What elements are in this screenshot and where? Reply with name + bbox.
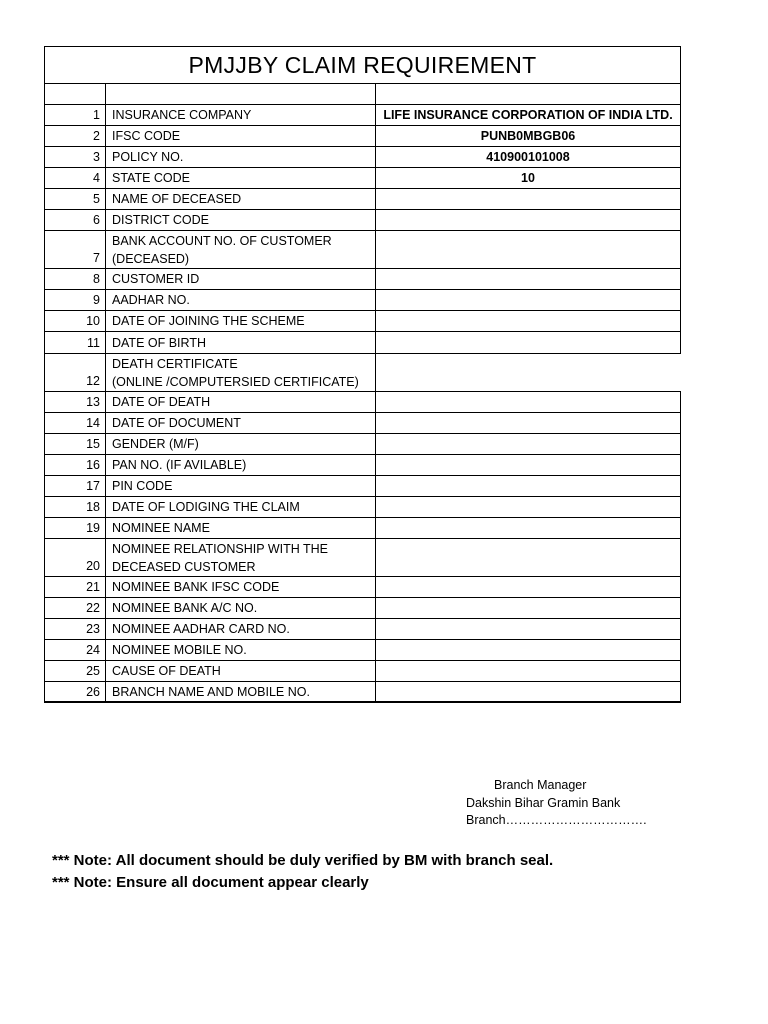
form-row: [44, 517, 681, 538]
row-value[interactable]: [375, 209, 681, 230]
form-row: [44, 660, 681, 681]
row-value[interactable]: [375, 353, 681, 391]
blank-num-cell: [44, 83, 105, 104]
row-number: 16: [44, 454, 105, 475]
row-label: NOMINEE MOBILE NO.: [105, 639, 375, 660]
form-row: [44, 454, 681, 475]
blank-header-row: [44, 83, 681, 104]
row-label-line: (DECEASED): [112, 251, 190, 266]
signature-block: [466, 777, 647, 830]
row-label: [105, 353, 375, 391]
row-value[interactable]: [375, 475, 681, 496]
row-number: 5: [44, 188, 105, 209]
row-value[interactable]: [375, 412, 681, 433]
form-row: [44, 289, 681, 310]
form-row: [44, 353, 681, 391]
row-label: NOMINEE BANK IFSC CODE: [105, 576, 375, 597]
row-number: 2: [44, 125, 105, 146]
row-label: NOMINEE NAME: [105, 517, 375, 538]
row-label: CAUSE OF DEATH: [105, 660, 375, 681]
row-value[interactable]: 10: [375, 167, 681, 188]
signature-role: Branch Manager: [494, 778, 587, 792]
row-label: AADHAR NO.: [105, 289, 375, 310]
row-number: 18: [44, 496, 105, 517]
row-label: DATE OF JOINING THE SCHEME: [105, 310, 375, 331]
row-label-line: DEATH CERTIFICATE: [112, 356, 238, 371]
claim-form-table: [44, 46, 681, 703]
row-label: PIN CODE: [105, 475, 375, 496]
row-number: 12: [44, 353, 105, 391]
row-label-line: (ONLINE /COMPUTERSIED CERTIFICATE): [112, 374, 359, 389]
row-label: [105, 230, 375, 268]
row-label: POLICY NO.: [105, 146, 375, 167]
row-label: GENDER (M/F): [105, 433, 375, 454]
form-row: [44, 104, 681, 125]
form-row: [44, 576, 681, 597]
form-row: [44, 496, 681, 517]
row-label: STATE CODE: [105, 167, 375, 188]
form-row: [44, 188, 681, 209]
row-label: DATE OF DEATH: [105, 391, 375, 412]
signature-bank: Dakshin Bihar Gramin Bank: [466, 795, 621, 810]
form-title: PMJJBY CLAIM REQUIREMENT: [44, 46, 681, 83]
row-value[interactable]: [375, 230, 681, 268]
form-row: [44, 433, 681, 454]
row-label-line: DECEASED CUSTOMER: [112, 559, 256, 574]
row-label: [105, 538, 375, 576]
blank-value-cell: [375, 83, 681, 104]
row-label: BRANCH NAME AND MOBILE NO.: [105, 681, 375, 702]
row-number: 23: [44, 618, 105, 639]
row-number: 20: [44, 538, 105, 576]
row-value[interactable]: [375, 576, 681, 597]
row-value[interactable]: [375, 391, 681, 412]
row-value[interactable]: [375, 660, 681, 681]
row-value[interactable]: [375, 454, 681, 475]
blank-label-cell: [105, 83, 375, 104]
row-label: PAN NO. (IF AVILABLE): [105, 454, 375, 475]
row-value[interactable]: [375, 268, 681, 289]
row-label: NOMINEE AADHAR CARD NO.: [105, 618, 375, 639]
row-number: 8: [44, 268, 105, 289]
form-row: [44, 597, 681, 618]
row-number: 14: [44, 412, 105, 433]
row-value[interactable]: [375, 289, 681, 310]
form-row: [44, 268, 681, 289]
form-row: [44, 146, 681, 167]
row-value[interactable]: [375, 188, 681, 209]
form-row: [44, 475, 681, 496]
row-label: DATE OF DOCUMENT: [105, 412, 375, 433]
row-number: 6: [44, 209, 105, 230]
row-value[interactable]: [375, 639, 681, 660]
form-row: [44, 125, 681, 146]
note-line: *** Note: Ensure all document appear clearly: [52, 874, 369, 891]
row-number: 1: [44, 104, 105, 125]
form-row: [44, 331, 681, 353]
row-label-line: NOMINEE RELATIONSHIP WITH THE: [112, 541, 328, 556]
row-number: 7: [44, 230, 105, 268]
form-row: [44, 412, 681, 433]
row-value[interactable]: [375, 310, 681, 331]
row-number: 15: [44, 433, 105, 454]
row-label: IFSC CODE: [105, 125, 375, 146]
form-rows: [44, 104, 681, 703]
row-value[interactable]: [375, 517, 681, 538]
row-value[interactable]: [375, 597, 681, 618]
form-row: [44, 209, 681, 230]
row-number: 9: [44, 289, 105, 310]
row-label: DATE OF LODIGING THE CLAIM: [105, 496, 375, 517]
signature-branch: Branch…………………………….: [466, 813, 647, 827]
form-row: [44, 230, 681, 268]
form-row: [44, 618, 681, 639]
row-number: 3: [44, 146, 105, 167]
row-label-line: BANK ACCOUNT NO. OF CUSTOMER: [112, 233, 332, 248]
notes-block: [52, 850, 553, 894]
row-value[interactable]: [375, 618, 681, 639]
form-row: [44, 391, 681, 412]
row-number: 25: [44, 660, 105, 681]
row-value[interactable]: [375, 538, 681, 576]
row-value[interactable]: [375, 433, 681, 454]
row-label: NOMINEE BANK A/C NO.: [105, 597, 375, 618]
row-value[interactable]: [375, 496, 681, 517]
note-line: *** Note: All document should be duly verified by BM with branch seal.: [52, 852, 554, 869]
row-value[interactable]: [375, 681, 681, 702]
row-number: 10: [44, 310, 105, 331]
row-value[interactable]: LIFE INSURANCE CORPORATION OF INDIA LTD.: [375, 104, 681, 125]
form-row: [44, 681, 681, 703]
row-value[interactable]: PUNB0MBGB06: [375, 125, 681, 146]
row-value[interactable]: [375, 331, 681, 353]
row-number: 21: [44, 576, 105, 597]
row-label: CUSTOMER ID: [105, 268, 375, 289]
form-row: [44, 167, 681, 188]
row-number: 26: [44, 681, 105, 702]
form-row: [44, 538, 681, 576]
row-number: 19: [44, 517, 105, 538]
row-number: 11: [44, 331, 105, 353]
row-number: 24: [44, 639, 105, 660]
form-row: [44, 639, 681, 660]
row-value[interactable]: 410900101008: [375, 146, 681, 167]
row-number: 17: [44, 475, 105, 496]
row-label: DISTRICT CODE: [105, 209, 375, 230]
row-number: 13: [44, 391, 105, 412]
row-label: NAME OF DECEASED: [105, 188, 375, 209]
row-label: INSURANCE COMPANY: [105, 104, 375, 125]
row-number: 4: [44, 167, 105, 188]
row-number: 22: [44, 597, 105, 618]
row-label: DATE OF BIRTH: [105, 331, 375, 353]
form-row: [44, 310, 681, 331]
